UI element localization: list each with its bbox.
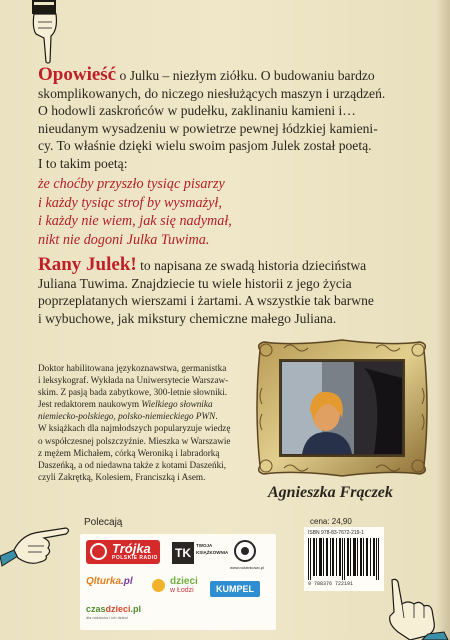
pointing-hand-icon bbox=[0, 512, 72, 574]
qlturka-logo-domain: .pl bbox=[121, 576, 133, 587]
dzieci-logo-subtext: w Łodzi bbox=[170, 587, 194, 594]
qlturka-logo bbox=[86, 576, 133, 587]
price-label: cena: 24,90 bbox=[310, 517, 352, 526]
round-sponsor-logo bbox=[234, 540, 256, 562]
czas-logo-tagline: dla rodziców i ich dzieci bbox=[86, 615, 128, 620]
bio-dictionary-title: Wielkiego słownika bbox=[141, 399, 213, 410]
intro-line: cy. To właśnie dzięki wielu swoim pasjom Julek został poetą. bbox=[38, 138, 372, 154]
tk-logo-words: TWOJA KSIĄŻKOWNIA bbox=[196, 543, 229, 555]
intro-line: nieudanym wysadzeniu w powietrze pewnej łódzkiej kamieni- bbox=[38, 120, 378, 136]
barcode-icon bbox=[308, 538, 380, 580]
kumpel-logo: KUMPEL bbox=[210, 581, 260, 597]
poem-line: nikt nie dogoni Julka Tuwima. bbox=[38, 231, 210, 248]
poem-line: i każdy tysiąc strof by wysmażył, bbox=[38, 194, 222, 211]
bio-line: i leksykograf. Wykłada na Uniwersytecie Warszaw- bbox=[38, 375, 229, 386]
poem-line: że choćby przyszło tysiąc pisarzy bbox=[38, 176, 225, 192]
barcode-panel bbox=[304, 527, 384, 591]
bio-line: skim. Z pasją bada zabytkowe, 300-letnie słowniki. bbox=[38, 387, 228, 398]
poem-line: i każdy nie wiem, jak się nadymał, bbox=[38, 213, 232, 230]
dzieci-logo-text: dzieci bbox=[170, 576, 198, 587]
pointing-hand-icon bbox=[28, 0, 62, 64]
bio-line: . bbox=[215, 411, 218, 422]
bio-line: o współczesnej polszczyźnie. Mieszka w Warszawie bbox=[38, 435, 231, 446]
trojka-logo-text: Trójka bbox=[112, 541, 151, 556]
bio-line: czyli Zakrętką, Kolesiem, Franciszką i Asem. bbox=[38, 471, 206, 482]
intro-paragraph bbox=[38, 66, 410, 173]
book-title: Rany Julek! bbox=[38, 254, 137, 275]
author-name: Agnieszka Frączek bbox=[268, 484, 393, 501]
intro-line: I to takim poetą: bbox=[38, 155, 128, 171]
intro-line: skomplikowanych, do niczego niesłużących maszyn i urządzeń. bbox=[38, 85, 386, 101]
bio-paragraph-2 bbox=[38, 422, 246, 482]
intro-line: o Julku – niezłym ziółku. O budowaniu bardzo bbox=[116, 68, 375, 83]
czas-logo-text: czas bbox=[86, 604, 106, 614]
czas-logo-dzieci: dzieci bbox=[105, 604, 131, 614]
bio-line: z mężem Michałem, córką Weroniką i labradorką bbox=[38, 447, 220, 458]
book-description bbox=[38, 256, 418, 327]
spine-shadow bbox=[436, 0, 450, 640]
intro-line: O hodowli zaskrońców w pudełku, zaklinaniu kamieni i… bbox=[38, 103, 356, 119]
bio-line: W książkach dla najmłodszych popularyzuje wiedzę bbox=[38, 423, 231, 434]
bio-line: Jest redaktorem naukowym bbox=[38, 399, 142, 410]
book-line: poprzeplatanych wierszami i żartami. A wszystkie tak barwne bbox=[38, 293, 374, 309]
intro-lead-word: Opowieść bbox=[38, 64, 117, 85]
round-logo-caption: www.rodzinkowo.pl bbox=[229, 565, 264, 570]
bio-dictionary-title: niemiecko-polskiego, polsko-niemieckiego PWN bbox=[38, 411, 216, 422]
qlturka-logo-text: Qlturka bbox=[86, 576, 122, 587]
book-line: Juliana Tuwima. Znajdziecie tu wiele historii z jego życia bbox=[38, 275, 352, 291]
book-line: i wybuchowe, jak mikstury chemiczne małego Juliana. bbox=[38, 310, 337, 326]
book-line: to napisana ze swadą historia dzieciństwa bbox=[136, 258, 367, 273]
sponsor-logos-panel bbox=[80, 534, 276, 630]
trojka-logo bbox=[86, 540, 160, 564]
barcode-number: 9 788376 722191 bbox=[308, 581, 354, 587]
bio-paragraph-1 bbox=[38, 362, 246, 422]
round-logo-dot-icon bbox=[241, 547, 249, 555]
tk-logo: TK bbox=[172, 542, 194, 564]
author-bio bbox=[38, 362, 246, 483]
czas-logo-domain: .pl bbox=[130, 604, 142, 614]
poem-quote bbox=[38, 175, 410, 249]
trojka-circle-icon bbox=[90, 543, 107, 560]
trojka-logo-subtext: POLSKIE RADIO bbox=[112, 555, 158, 561]
czas-dzieci-logo bbox=[86, 604, 142, 620]
pointing-hand-icon bbox=[382, 578, 450, 640]
isbn-text: ISBN 978-83-7672-219-1 bbox=[308, 530, 364, 536]
bio-line: Daszeńką, a od niedawna także z kotami Daszeńki, bbox=[38, 459, 227, 470]
bio-line: Doktor habilitowana językoznawstwa, germanistka bbox=[38, 363, 227, 373]
sun-icon bbox=[152, 579, 165, 592]
recommend-label: Polecają bbox=[84, 517, 123, 528]
author-photo-frame bbox=[254, 338, 430, 478]
